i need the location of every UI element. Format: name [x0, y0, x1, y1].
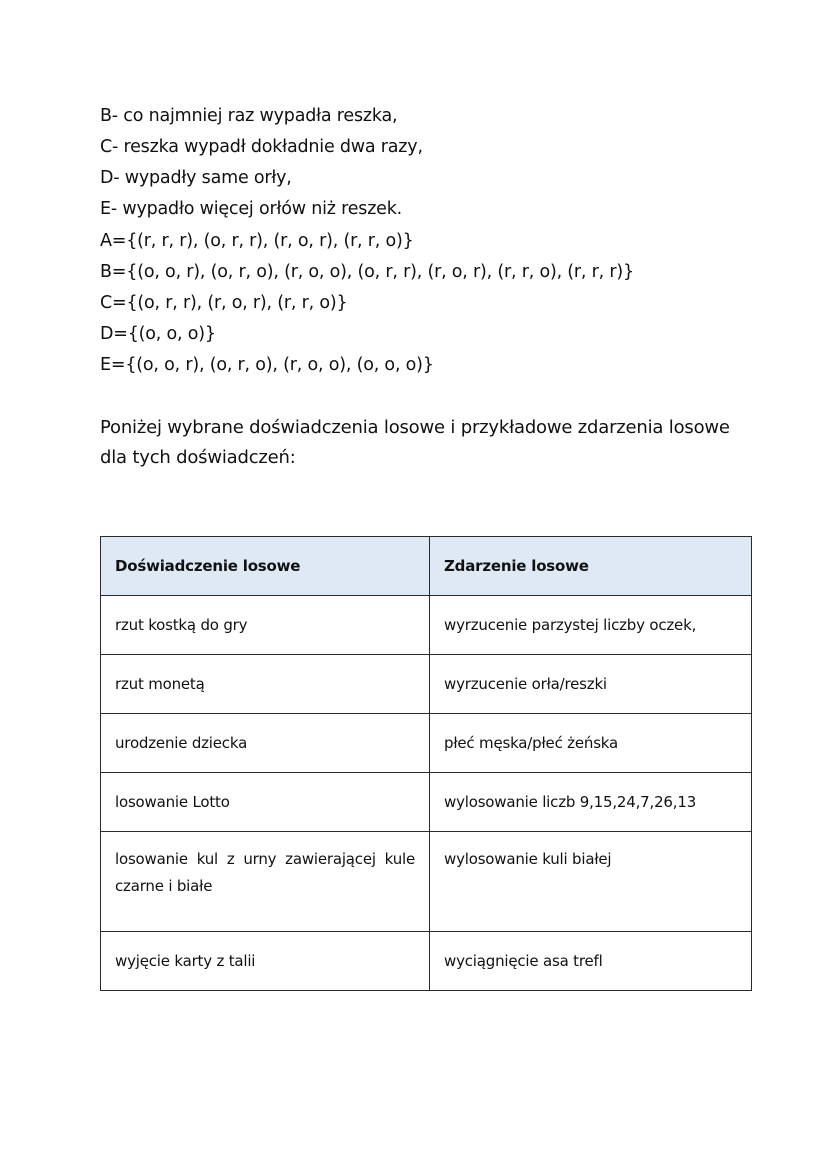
- table-row: [101, 832, 752, 932]
- header-event: Zdarzenie losowe: [430, 537, 752, 596]
- table-header-row: [101, 537, 752, 596]
- table-row: [101, 714, 752, 773]
- table-row: [101, 596, 752, 655]
- cell-experiment: rzut monetą: [101, 655, 430, 714]
- table-row: [101, 932, 752, 991]
- event-set-b: B={(o, o, r), (o, r, o), (r, o, o), (o, r, r), (r, o, r), (r, r, o), (r, r, r)}: [100, 262, 634, 282]
- event-definition-c: C- reszka wypadł dokładnie dwa razy,: [100, 137, 423, 157]
- intro-paragraph: Poniżej wybrane doświadczenia losowe i przykładowe zdarzenia losowe dla tych doświadczeń:: [100, 417, 730, 468]
- event-set-d: D={(o, o, o)}: [100, 324, 216, 344]
- event-set-c: C={(o, r, r), (r, o, r), (r, r, o)}: [100, 293, 348, 313]
- table-row: [101, 773, 752, 832]
- cell-event: wyrzucenie parzystej liczby oczek,: [430, 596, 752, 655]
- cell-event: wyciągnięcie asa trefl: [430, 932, 752, 991]
- cell-experiment: urodzenie dziecka: [101, 714, 430, 773]
- cell-event: wyrzucenie orła/reszki: [430, 655, 752, 714]
- header-experiment: Doświadczenie losowe: [101, 537, 430, 596]
- cell-event: wylosowanie liczb 9,15,24,7,26,13: [430, 773, 752, 832]
- table-row: [101, 655, 752, 714]
- event-set-a: A={(r, r, r), (o, r, r), (r, o, r), (r, r, o)}: [100, 231, 414, 251]
- cell-event: płeć męska/płeć żeńska: [430, 714, 752, 773]
- cell-experiment: losowanie kul z urny zawierającej kule czarne i białe: [101, 832, 430, 932]
- event-definition-b: B- co najmniej raz wypadła reszka,: [100, 106, 398, 126]
- cell-experiment: losowanie Lotto: [101, 773, 430, 832]
- experiments-table: [100, 536, 752, 991]
- cell-experiment: wyjęcie karty z talii: [101, 932, 430, 991]
- cell-event: wylosowanie kuli białej: [430, 832, 752, 932]
- event-definition-e: E- wypadło więcej orłów niż reszek.: [100, 199, 403, 219]
- event-definition-d: D- wypadły same orły,: [100, 168, 292, 188]
- event-set-e: E={(o, o, r), (o, r, o), (r, o, o), (o, o, o)}: [100, 355, 434, 375]
- cell-experiment: rzut kostką do gry: [101, 596, 430, 655]
